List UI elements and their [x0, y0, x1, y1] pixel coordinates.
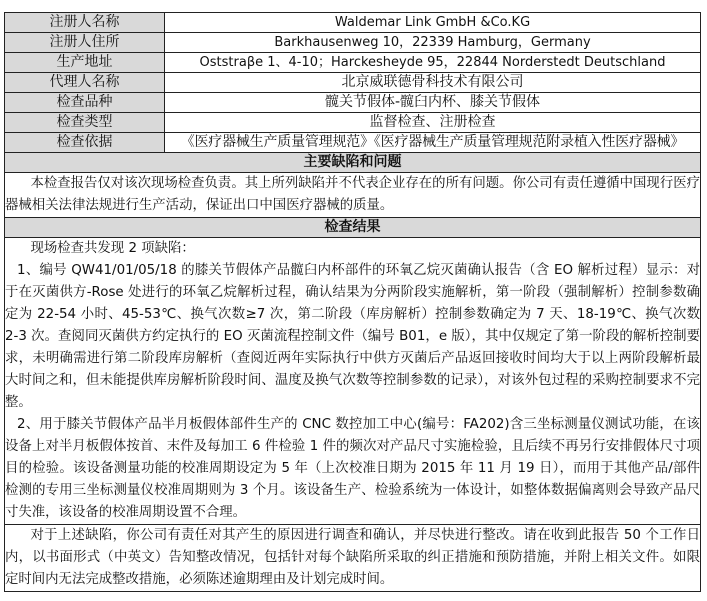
- row-closing: [5, 525, 701, 592]
- label-agent-name: 代理人名称: [5, 73, 165, 93]
- main-issues-body: [5, 173, 701, 218]
- value-inspection-type: 监督检查、注册检查: [165, 113, 701, 133]
- value-agent-name: 北京威联德骨科技术有限公司: [165, 73, 701, 93]
- label-production-address: 生产地址: [5, 53, 165, 73]
- row-results-body: [5, 238, 701, 525]
- defect-item-2: 2、用于膝关节假体产品半月板假体部件生产的 CNC 数控加工中心(编号：FA202)含三坐标测量仪测试功能，在该设备上对半月板假体按首、末件及每加工 6 件检验 1 件的频次对产品尺寸实施检验，且后续不再另行安排假体尺寸项目的检验。该设备测量功能的校准周期设定为 5 年（上次校准日期为 2015 年 11 月 19 日），而用于其他产品/部件检测的专用三坐标测量仪校准周期则为 3 个月。该设备生产、检验系统为一体设计，如整体数据偏离则会导致产品尺寸失准，该设备的校准周期设置不合理。: [5, 417, 700, 520]
- inspection-report: [4, 12, 701, 592]
- label-inspection-type: 检查类型: [5, 113, 165, 133]
- row-registrant-name: [5, 13, 701, 33]
- label-registrant-name: 注册人名称: [5, 13, 165, 33]
- row-registrant-address: [5, 33, 701, 53]
- results-heading: 检查结果: [5, 218, 701, 238]
- label-registrant-address: 注册人住所: [5, 33, 165, 53]
- row-inspection-basis: [5, 133, 701, 153]
- closing-body: [5, 525, 701, 592]
- label-inspected-products: 检查品种: [5, 93, 165, 113]
- row-results-header: [5, 218, 701, 238]
- row-production-address: [5, 53, 701, 73]
- label-inspection-basis: 检查依据: [5, 133, 165, 153]
- results-intro: 现场检查共发现 2 项缺陷：: [30, 241, 195, 256]
- main-issues-heading: 主要缺陷和问题: [5, 153, 701, 173]
- main-issues-text: 本检查报告仅对该次现场检查负责。其上所列缺陷并不代表企业存在的所有问题。你公司有责任遵循中国现行医疗器械相关法律法规进行生产活动，保证出口中国医疗器械的质量。: [5, 176, 700, 213]
- row-main-issues-header: [5, 153, 701, 173]
- value-registrant-name: Waldemar Link GmbH &Co.KG: [165, 13, 701, 33]
- closing-text: 对于上述缺陷，你公司有责任对其产生的原因进行调查和确认，并尽快进行整改。请在收到此报告 50 个工作日内，以书面形式（中英文）告知整改情况，包括针对每个缺陷所采取的纠正措施和预防措施，并附上相关文件。如限定时间内无法完成整改措施，必须陈述逾期理由及计划完成时间。: [5, 528, 700, 587]
- results-body: [5, 238, 701, 525]
- report-table: [4, 12, 701, 592]
- value-inspection-basis: 《医疗器械生产质量管理规范》《医疗器械生产质量管理规范附录植入性医疗器械》: [165, 133, 701, 153]
- value-registrant-address: Barkhausenweg 10，22339 Hamburg，Germany: [165, 33, 701, 53]
- defect-item-1: 1、编号 QW41/01/05/18 的膝关节假体产品髋臼内杯部件的环氧乙烷灭菌确认报告（含 EO 解析过程）显示：对于在灭菌供方-Rose 处进行的环氧乙烷解析过程，确认结果为分两阶段实施解析，第一阶段（强制解析）控制参数确定为 22-54 小时、45-53℃、换气次数≥7 次，第二阶段（库房解析）控制参数确定为 7 天、18-19℃、换气次数 2-3 次。查阅同灭菌供方约定执行的 EO 灭菌流程控制文件（编号 B01，e 版），其中仅规定了第一阶段的解析控制要求，未明确需进行第二阶段库房解析（查阅近两年实际执行中供方灭菌后产品返回接收时间均大于以上两阶段解析最大时间之和，但未能提供库房解析阶段时间、温度及换气次数等控制参数的记录），对该外包过程的采购控制要求不完整。: [5, 263, 700, 410]
- row-inspection-type: [5, 113, 701, 133]
- row-main-issues-body: [5, 173, 701, 218]
- value-inspected-products: 髋关节假体-髋臼内杯、膝关节假体: [165, 93, 701, 113]
- row-inspected-products: [5, 93, 701, 113]
- value-production-address: Oststraβe 1、4-10；Harckesheyde 95，22844 Norderstedt Deutschland: [165, 53, 701, 73]
- row-agent-name: [5, 73, 701, 93]
